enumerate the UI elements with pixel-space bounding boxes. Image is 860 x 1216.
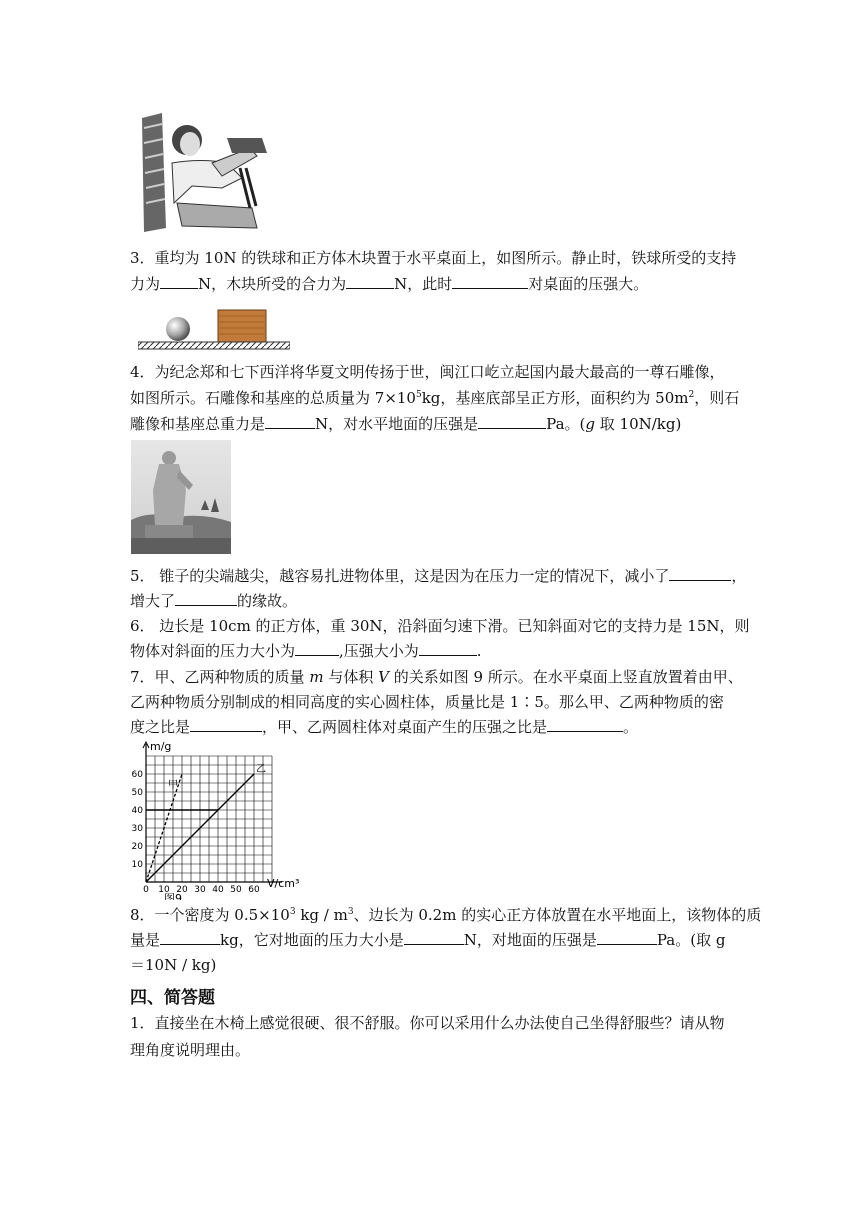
y-tick-label: 40 [131,806,143,816]
x-tick-label: 60 [248,885,260,895]
q7-blank-2[interactable] [547,717,623,732]
q4-line-2: 如图所示。石雕像和基座的总质量为 $7\times 10^5kg$，基座底部呈正方形，面积约为 $50m^2$，则石 [130,389,740,407]
driver-seat-figure [132,108,272,238]
q4-blank-1[interactable] [265,414,315,429]
x-tick-label: 20 [176,885,188,895]
q3-blank-1[interactable] [160,274,198,289]
y-tick-label: 20 [131,842,143,852]
y-tick-label: 50 [131,788,143,798]
q6-blank-2[interactable] [419,641,477,656]
q5-blank-2[interactable] [175,591,237,606]
x-tick-label: 50 [230,885,242,895]
s4-q1-line-2: 理角度说明理由。 [130,1041,251,1059]
q7-line-1: 7．甲、乙两种物质的质量 m 与体积 V 的关系如图 9 所示。在水平桌面上竖直放置着由甲、 [130,668,743,686]
q5-line-1: 5． 锥子的尖端越尖，越容易扎进物体里，这是因为在压力一定的情况下，减小了 ， [130,567,747,585]
y-tick-label: 60 [131,770,143,780]
x-tick-label: 10 [158,885,170,895]
q7-blank-1[interactable] [190,717,262,732]
q4-blank-2[interactable] [478,414,546,429]
q6-line-2: 物体对斜面的压力大小为 ,压强大小为 . [130,642,482,660]
x-tick-label: 30 [194,885,206,895]
ball-block-figure [138,304,290,354]
q4-line-3: 雕像和基座总重力是 N，对水平地面的压强是 Pa。(g 取 10N/kg) [130,415,682,433]
q3-blank-3[interactable] [452,274,528,289]
q4-line-1: 4．为纪念郑和七下西洋将华夏文明传扬于世，闽江口屹立起国内最大最高的一尊石雕像， [130,363,725,381]
chart-caption: 图9 [164,892,182,900]
x-tick-label: 40 [212,885,224,895]
section-heading: 四、简答题 [130,988,215,1008]
y-tick-label: 30 [131,824,143,834]
mass-volume-chart [128,740,308,900]
q5-blank-1[interactable] [669,566,731,581]
series-label: 甲 [168,780,178,791]
q3-line-2: 力为 N，木块所受的合力为 N，此时 对桌面的压强大。 [130,275,649,293]
q7-line-2: 乙两种物质分别制成的相同高度的实心圆柱体，质量比是 1∶5。那么甲、乙两种物质的密 [130,693,724,711]
statue-photo [131,440,231,554]
y-axis-label: m/g [150,740,172,753]
q8-line-1: 8．一个密度为 $0.5\times 10^3$ kg / $m^3$、边长为 0.2m 的实心正方体放置在水平地面上，该物体的质 [130,906,762,924]
s4-q1-line-1: 1．直接坐在木椅上感觉很硬、很不舒服。你可以采用什么办法使自己坐得舒服些？请从物 [130,1014,725,1032]
q8-line-3: ＝10N / kg) [130,956,217,974]
q3-line-1: 3．重均为 10N 的铁球和正方体木块置于水平桌面上，如图所示。静止时，铁球所受的支持 [130,249,737,267]
x-tick-label: 0 [143,885,149,895]
q7-line-3: 度之比是 ，甲、乙两圆柱体对桌面产生的压强之比是 。 [130,718,639,736]
y-tick-label: 10 [131,860,143,870]
series-label: 乙 [256,764,266,775]
x-axis-label: V/cm³ [267,877,300,890]
q8-blank-1[interactable] [160,930,220,945]
q3-blank-2[interactable] [346,274,394,289]
q8-blank-3[interactable] [597,930,657,945]
q6-line-1: 6． 边长是 10cm 的正方体，重 30N，沿斜面匀速下滑。已知斜面对它的支持力是 15N，则 [130,617,750,635]
q8-line-2: 量是 kg，它对地面的压力大小是 N，对地面的压强是 Pa。(取 g [130,931,726,949]
q8-blank-2[interactable] [404,930,464,945]
q6-blank-1[interactable] [295,641,339,656]
q5-line-2: 增大了 的缘故。 [130,592,298,610]
